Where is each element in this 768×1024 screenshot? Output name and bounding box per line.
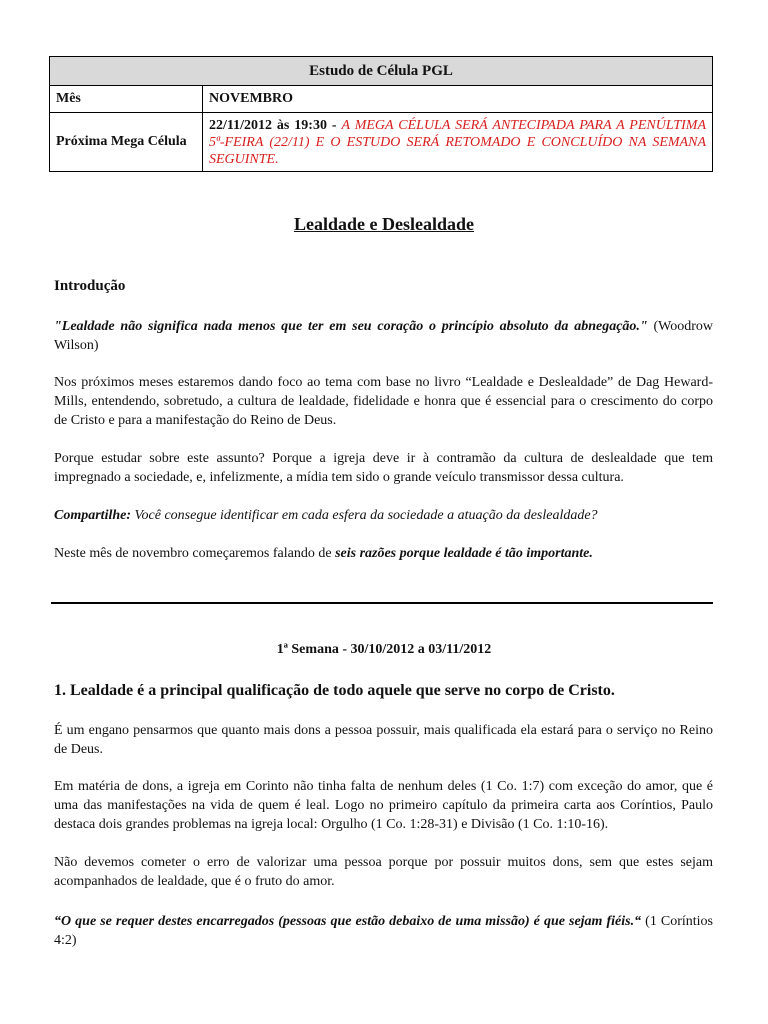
- next-meeting-date: 22/11/2012 às 19:30 -: [209, 117, 337, 133]
- next-meeting-info: [203, 113, 713, 172]
- paragraph-3-emphasis: seis razões porque lealdade é tão importante.: [335, 546, 593, 561]
- document-title: Lealdade e Deslealdade: [294, 214, 474, 234]
- point-1-heading: 1. Lealdade é a principal qualificação de todo aquele que serve no corpo de Cristo.: [54, 682, 615, 699]
- section-divider: [51, 602, 713, 604]
- week-heading: 1ª Semana - 30/10/2012 a 03/11/2012: [276, 642, 492, 657]
- intro-heading: Introdução: [54, 278, 126, 294]
- paragraph-6: Não devemos cometer o erro de valorizar uma pessoa porque por possuir muitos dons, sem que estes sejam acompanhados de lealdade, que é o fruto do amor.: [54, 855, 713, 889]
- month-label: Mês: [50, 86, 203, 113]
- intro-quote: [54, 317, 713, 355]
- paragraph-4: É um engano pensarmos que quanto mais dons a pessoa possuir, mais qualificada ela estará para o serviço no Reino de Deus.: [54, 723, 713, 757]
- header-title: Estudo de Célula PGL: [50, 57, 713, 86]
- verse-reference: (1 Coríntios 4:2): [54, 914, 713, 948]
- share-label: Compartilhe:: [54, 508, 132, 523]
- study-header-table: [49, 56, 713, 172]
- quote-author: (Woodrow Wilson): [54, 319, 714, 353]
- share-prompt: [54, 506, 713, 525]
- paragraph-1: Nos próximos meses estaremos dando foco ao tema com base no livro “Lealdade e Deslealdade” de Dag Heward-Mills, entendendo, sobretudo, a cultura de lealdade, fidelidade e honra que é essencial para o crescimento do corpo de Cristo e para a manifestação do Reino de Deus.: [54, 375, 713, 428]
- quote-text: "Lealdade não significa nada menos que ter em seu coração o princípio absoluto da abnegação.": [54, 319, 648, 334]
- paragraph-2: Porque estudar sobre este assunto? Porque a igreja deve ir à contramão da cultura de deslealdade que tem impregnado a sociedade, e, infelizmente, a mídia tem sido o grande veículo transmissor dessa cultura.: [54, 451, 713, 485]
- paragraph-5: Em matéria de dons, a igreja em Corinto não tinha falta de nenhum deles (1 Co. 1:7) com exceção do amor, que é uma das manifestações na vida de quem é leal. Logo no primeiro capítulo da primeira carta aos Coríntios, Paulo destaca dois grandes problemas na igreja local: Orgulho (1 Co. 1:28-31) e Divisão (1 Co. 1:10-16).: [54, 779, 713, 832]
- next-meeting-label: Próxima Mega Célula: [50, 113, 203, 172]
- paragraph-3: [54, 544, 713, 563]
- next-meeting-note: A MEGA CÉLULA SERÁ ANTECIPADA PARA A PENÚLTIMA 5ª-FEIRA (22/11) E O ESTUDO SERÁ RETOMADO E CONCLUÍDO NA SEMANA SEGUINTE.: [209, 117, 707, 167]
- verse-quote: [54, 912, 713, 950]
- verse-text: “O que se requer destes encarregados (pessoas que estão debaixo de uma missão) é que sejam fiéis.“: [54, 914, 642, 929]
- share-text: Você consegue identificar em cada esfera da sociedade a atuação da deslealdade?: [131, 508, 598, 523]
- paragraph-3-start: Neste mês de novembro começaremos falando de: [54, 546, 336, 561]
- month-value: NOVEMBRO: [203, 86, 713, 113]
